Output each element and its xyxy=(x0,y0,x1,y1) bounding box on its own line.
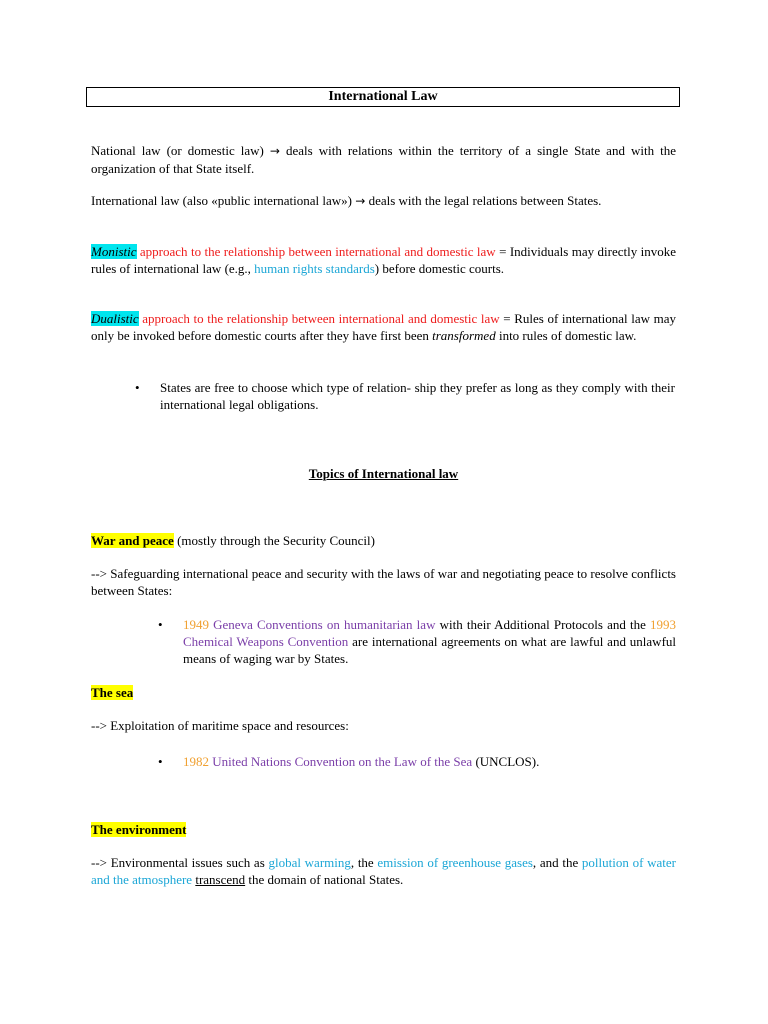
topic-sea-text: --> Exploitation of maritime space and resources: xyxy=(91,718,349,733)
section-heading: Topics of International law xyxy=(308,466,459,481)
paragraph-dualistic xyxy=(91,310,676,344)
text: National law (or domestic law) xyxy=(91,143,270,158)
bullet-item xyxy=(135,379,675,413)
topic-war-text: --> Safeguarding international peace and security with the laws of war and negotiating peace to resolve conflicts between States: xyxy=(91,566,676,598)
topic-environment-heading xyxy=(91,821,676,838)
convention-name: United Nations Convention on the Law of the Sea xyxy=(209,754,473,769)
topic-sea-heading xyxy=(91,684,676,701)
highlight-heading: The sea xyxy=(91,685,134,700)
text: with their Additional Protocols and the xyxy=(435,617,651,632)
arrow-icon: → xyxy=(355,194,366,208)
bullet-icon: • xyxy=(158,617,163,632)
highlight-text: pollution of water and the atmosphere xyxy=(91,855,676,887)
convention-name: Chemical Weapons Convention xyxy=(183,634,349,649)
text: --> Environmental issues such as xyxy=(91,855,269,870)
bullet-icon: • xyxy=(135,380,140,395)
underlined-term: transcend xyxy=(195,872,246,887)
convention-name: Geneva Conventions on humanitarian law xyxy=(209,617,436,632)
highlight-text: approach to the relationship between international and domestic law xyxy=(138,311,500,326)
highlight-text: approach to the relationship between international and domestic law xyxy=(136,244,496,259)
bullet-item xyxy=(158,753,676,770)
arrow-icon: → xyxy=(269,144,280,158)
text: are international agreements on what are lawful and unlawful means of waging war by States. xyxy=(183,634,677,666)
text: into rules of domestic law. xyxy=(495,328,637,343)
paragraph-monistic xyxy=(91,243,676,277)
text: ) before domestic courts. xyxy=(374,261,504,276)
highlight-text: emission of greenhouse gases xyxy=(377,855,533,870)
text: (mostly through the Security Council) xyxy=(173,533,375,548)
text: the domain of national States. xyxy=(245,872,404,887)
text: , the xyxy=(350,855,378,870)
highlight-heading: War and peace xyxy=(91,533,174,548)
term-dualistic: Dualistic xyxy=(91,311,139,326)
highlight-text: global warming xyxy=(268,855,351,870)
year: 1949 xyxy=(183,617,209,632)
text: International law (also «public international law») xyxy=(91,193,356,208)
text: = Rules of international law may only be invoked before domestic courts after they have first been xyxy=(91,311,676,343)
paragraph-international-law xyxy=(91,192,676,210)
text: States are free to choose which type of relation- ship they prefer as long as they comply with their international legal obligations. xyxy=(160,380,675,412)
topic-environment-text xyxy=(91,854,676,888)
text: (UNCLOS). xyxy=(472,754,540,769)
topic-war-heading xyxy=(91,532,676,549)
bullet-item xyxy=(158,616,677,667)
text: transformed xyxy=(432,328,496,343)
bullet-icon: • xyxy=(158,754,163,769)
document-title: International Law xyxy=(86,87,680,107)
text: deals with the legal relations between States. xyxy=(365,193,602,208)
text: deals with relations within the territory of a single State and with the organization of that State itself. xyxy=(91,143,676,176)
highlight-heading: The environment xyxy=(91,822,187,837)
term-monistic: Monistic xyxy=(91,244,137,259)
highlight-text: human rights standards xyxy=(254,261,375,276)
year: 1982 xyxy=(183,754,209,769)
paragraph-national-law xyxy=(91,142,676,177)
year: 1993 xyxy=(650,617,677,632)
text: , and the xyxy=(532,855,582,870)
text: = Individuals may directly invoke rules of international law (e.g., xyxy=(91,244,677,276)
